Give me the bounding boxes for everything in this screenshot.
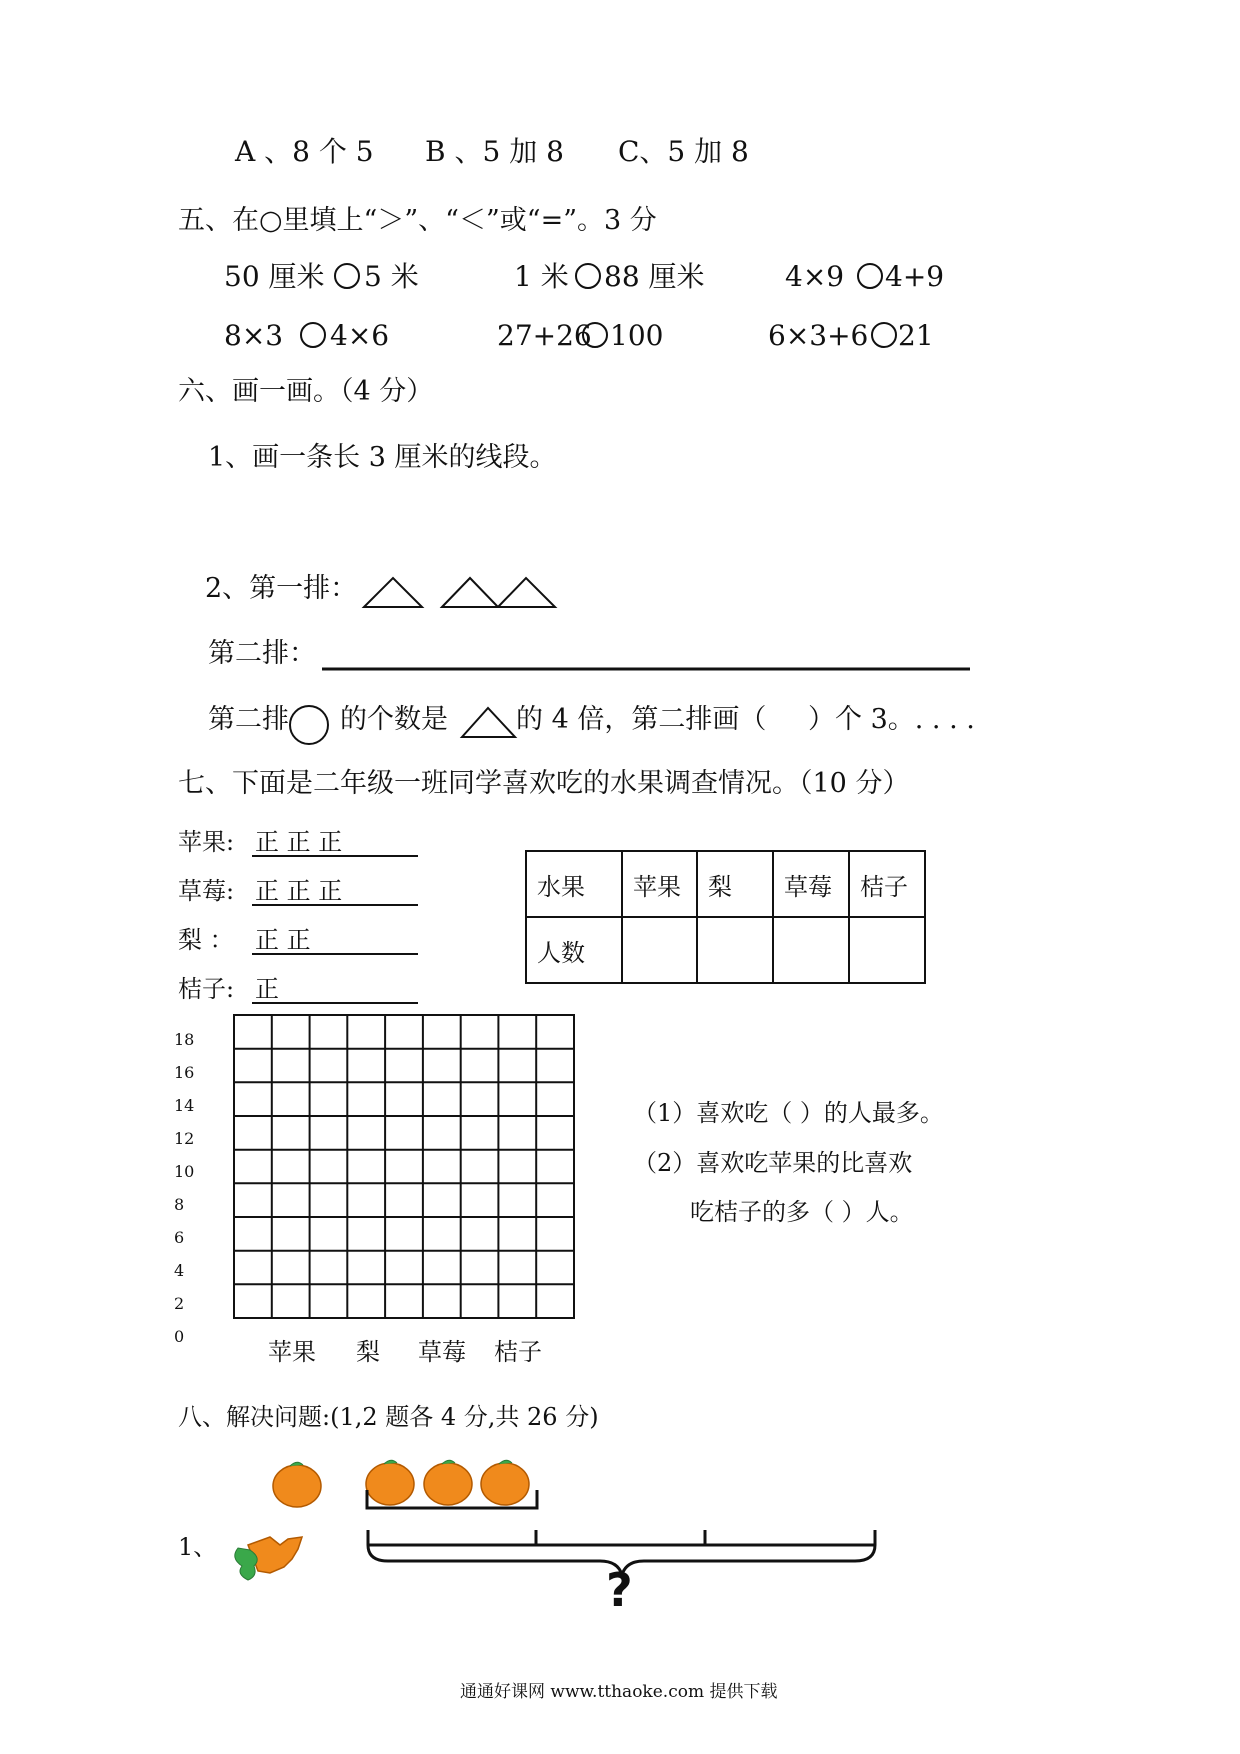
section6-q2-text-a: 第二排 — [208, 704, 289, 735]
cmp-1-left: 50 厘米 — [224, 260, 325, 293]
table-row-label-count: 人数 — [526, 917, 622, 983]
y-tick: 10 — [174, 1162, 195, 1181]
section6-q2-row1: 2、第一排： — [205, 573, 358, 604]
triangle-shape — [364, 578, 422, 607]
cmp-4-right: 4×6 — [330, 319, 390, 352]
compare-circle[interactable] — [858, 264, 882, 288]
y-tick: 2 — [174, 1294, 185, 1313]
orange-icon — [273, 1462, 321, 1507]
y-tick: 0 — [174, 1327, 185, 1346]
cmp-5-right: 100 — [610, 319, 664, 352]
tally-label-orange: 桔子: — [178, 975, 235, 1003]
option-b: B 、5 加 8 — [425, 135, 564, 168]
orange-icon — [366, 1460, 414, 1505]
section8-title: 八、解决问题:(1,2 题各 4 分,共 26 分) — [178, 1403, 599, 1431]
triangle-shape — [462, 708, 515, 737]
y-tick: 14 — [174, 1096, 195, 1115]
section6-q1: 1、画一条长 3 厘米的线段。 — [208, 442, 557, 473]
cmp-2-right: 88 厘米 — [604, 260, 705, 293]
section6-q2-text-d: ）个 3。. . . . — [808, 704, 975, 735]
table-header-fruit: 水果 — [526, 851, 622, 917]
table-header-orange: 桔子 — [849, 851, 925, 917]
y-tick: 4 — [174, 1261, 185, 1280]
cmp-5-left: 27+26 — [497, 319, 592, 352]
x-label-orange: 桔子 — [494, 1338, 542, 1366]
x-label-apple: 苹果 — [268, 1338, 316, 1366]
triangle-shape — [442, 578, 498, 607]
y-tick: 6 — [174, 1228, 185, 1247]
circle-shape — [290, 706, 328, 744]
compare-circle[interactable] — [576, 264, 600, 288]
table-header-pear: 梨 — [697, 851, 773, 917]
cmp-1-right: 5 米 — [364, 260, 419, 293]
section7-q1: （1）喜欢吃（ ）的人最多。 — [633, 1099, 944, 1127]
bar-grid[interactable] — [234, 1015, 574, 1318]
compare-circle[interactable] — [301, 323, 325, 347]
question-mark: ? — [606, 1563, 633, 1617]
section5-title: 五、在○里填上“＞”、“＜”或“=”。3 分 — [178, 205, 657, 236]
cmp-3-left: 4×9 — [785, 260, 845, 293]
tally-label-strawberry: 草莓: — [178, 877, 235, 905]
tally-label-apple: 苹果: — [178, 828, 235, 856]
section6-q2-row2: 第二排： — [208, 638, 316, 669]
x-label-strawberry: 草莓 — [418, 1338, 466, 1366]
orange-icon — [424, 1460, 472, 1505]
section6-q2-text-c: 的 4 倍，第二排画（ — [516, 704, 767, 735]
cmp-6-left: 6×3+6 — [768, 319, 869, 352]
section7-q2a: （2）喜欢吃苹果的比喜欢 — [633, 1149, 913, 1177]
y-tick: 18 — [174, 1030, 195, 1049]
section6-title: 六、画一画。（4 分） — [178, 376, 434, 407]
section7-title: 七、下面是二年级一班同学喜欢吃的水果调查情况。（10 分） — [178, 768, 910, 799]
y-tick: 12 — [174, 1129, 195, 1148]
cmp-3-right: 4+9 — [885, 260, 945, 293]
section6-q2-text-b: 的个数是 — [340, 704, 448, 735]
compare-circle[interactable] — [335, 264, 359, 288]
footer-text: 通通好课网 www.tthaoke.com 提供下载 — [460, 1682, 778, 1702]
tally-marks-strawberry: 正 正 正 — [255, 877, 343, 905]
option-a: A 、8 个 5 — [235, 135, 374, 168]
table-header-strawberry: 草莓 — [773, 851, 849, 917]
section8-q1-label: 1、 — [178, 1533, 218, 1561]
cmp-4-left: 8×3 — [224, 319, 284, 352]
peeled-orange-icon — [235, 1537, 302, 1580]
tally-label-pear: 梨 ： — [178, 926, 234, 954]
triangle-shape — [498, 578, 555, 607]
tally-marks-orange: 正 — [255, 975, 279, 1003]
y-tick: 8 — [174, 1195, 185, 1214]
option-c: C、5 加 8 — [618, 135, 749, 168]
cmp-2-left: 1 米 — [514, 260, 569, 293]
orange-icon — [481, 1460, 529, 1505]
x-label-pear: 梨 — [356, 1338, 380, 1366]
tally-marks-apple: 正 正 正 — [255, 828, 343, 856]
compare-circle[interactable] — [872, 323, 896, 347]
y-tick: 16 — [174, 1063, 195, 1082]
section7-q2b: 吃桔子的多（ ）人。 — [690, 1198, 914, 1226]
cmp-6-right: 21 — [898, 319, 934, 352]
tally-marks-pear: 正 正 — [255, 926, 311, 954]
brace-diagram — [368, 1530, 875, 1575]
table-header-apple: 苹果 — [622, 851, 697, 917]
compare-circle[interactable] — [583, 323, 607, 347]
